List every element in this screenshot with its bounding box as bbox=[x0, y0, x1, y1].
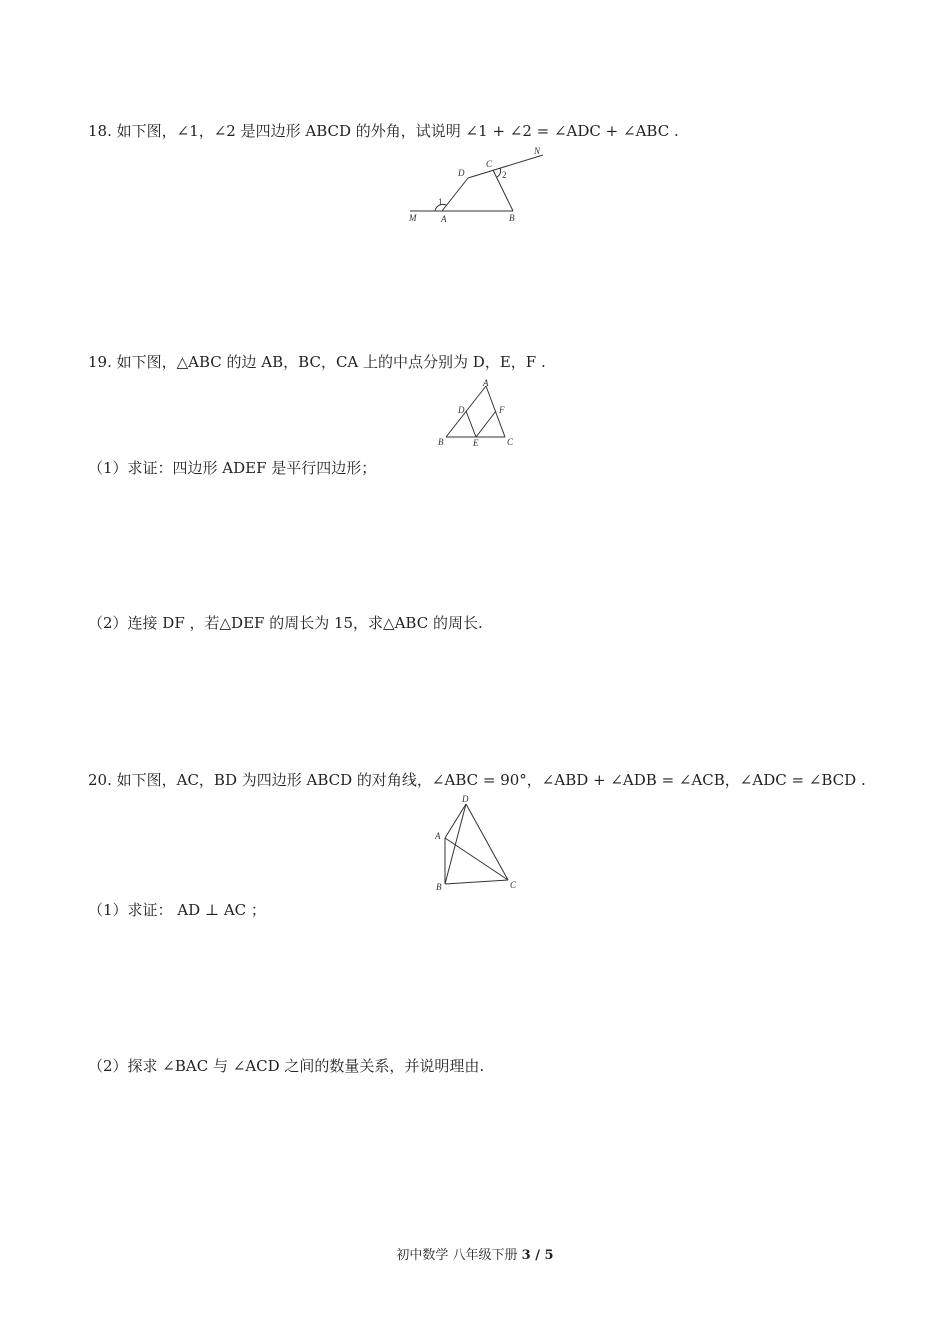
q20-text: 20. 如下图，AC，BD 为四边形 ABCD 的对角线，∠ABC = 90°，∠ABD + ∠ADB = ∠ACB，∠ADC = ∠BCD . bbox=[88, 771, 866, 789]
q18-figure bbox=[405, 143, 555, 228]
q19-segment-EF bbox=[476, 411, 496, 437]
q19-label-F: F bbox=[499, 405, 505, 415]
q20-label-D: D bbox=[462, 794, 469, 804]
q20-label-B: B bbox=[436, 882, 442, 892]
q19-label-A: A bbox=[483, 378, 489, 388]
q19-label-D: D bbox=[458, 405, 465, 415]
q18-label-D: D bbox=[458, 168, 465, 178]
q20-side-DA bbox=[445, 804, 466, 838]
q18-label-A: A bbox=[441, 214, 447, 224]
q18-label-M: M bbox=[409, 213, 417, 223]
q19-segment-DE bbox=[466, 411, 476, 437]
q18-label-angle1: 1 bbox=[438, 197, 443, 207]
footer-page-total: 5 bbox=[544, 1248, 554, 1263]
q19-label-E: E bbox=[473, 438, 479, 448]
q20-side-CD bbox=[466, 804, 508, 880]
q20-figure bbox=[430, 792, 525, 894]
q20-label-A: A bbox=[435, 831, 441, 841]
q19-label-B: B bbox=[438, 437, 444, 447]
q19-part1: （1）求证：四边形 ADEF 是平行四边形； bbox=[88, 459, 377, 477]
q20-label-C: C bbox=[510, 880, 517, 890]
q18-label-C: C bbox=[486, 159, 493, 169]
q19-text: 19. 如下图，△ABC 的边 AB，BC，CA 上的中点分别为 D，E，F . bbox=[88, 353, 546, 371]
q20-part2: （2）探求 ∠BAC 与 ∠ACD 之间的数量关系，并说明理由. bbox=[88, 1057, 485, 1075]
q18-label-B: B bbox=[509, 213, 515, 223]
q18-label-N: N bbox=[534, 146, 541, 156]
q19-part2: （2）连接 DF ，若△DEF 的周长为 15，求△ABC 的周长. bbox=[88, 614, 483, 632]
footer-page-current: 3 bbox=[521, 1248, 531, 1263]
q20-part1: （1）求证： AD ⊥ AC ； bbox=[88, 901, 266, 919]
q18-line-AD bbox=[442, 178, 468, 211]
q19-label-C: C bbox=[507, 437, 514, 447]
q20-diagonal-BD bbox=[445, 804, 466, 884]
q18-label-angle2: 2 bbox=[502, 170, 507, 180]
footer-page-separator: / bbox=[530, 1248, 545, 1263]
q20-diagonal-AC bbox=[445, 838, 508, 880]
q19-figure bbox=[435, 378, 525, 450]
q20-side-BC bbox=[445, 880, 508, 884]
page-footer bbox=[0, 1244, 950, 1263]
footer-subject: 初中数学 八年级下册 bbox=[396, 1248, 522, 1263]
q18-text: 18. 如下图，∠1，∠2 是四边形 ABCD 的外角，试说明 ∠1 + ∠2 = ∠ADC + ∠ABC . bbox=[88, 122, 679, 140]
